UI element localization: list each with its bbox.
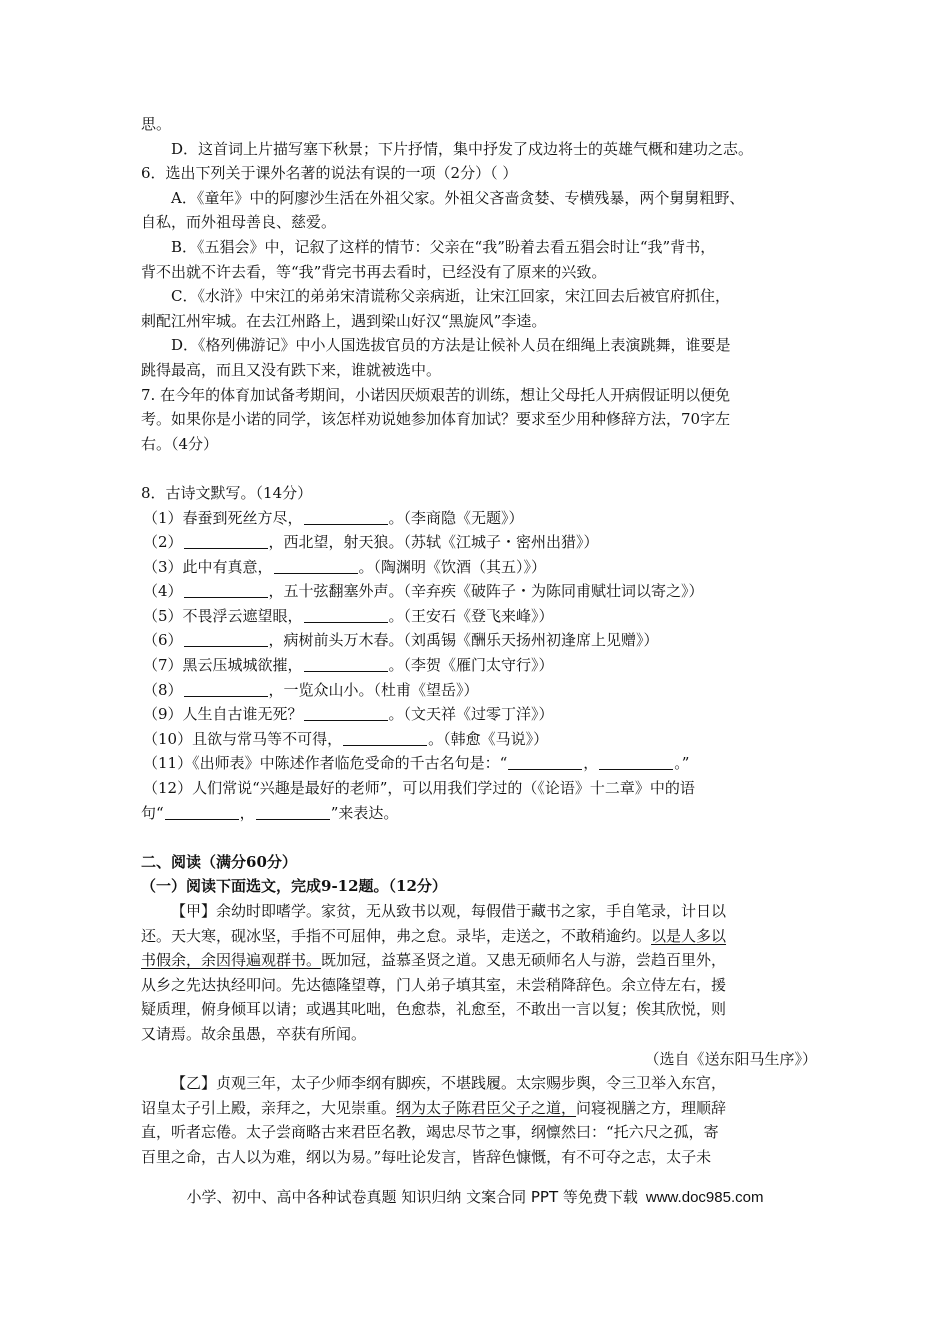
passage-yi-line: 百里之命，古人以为难，纲以为易。”每吐论发言，皆辞色慷慨，有不可夺之志，太子未 [141,1147,712,1166]
passage-yi-line: 【乙】贞观三年，太子少师李纲有脚疾，不堪践履。太宗赐步舆，令三卫举入东宫， [171,1074,727,1093]
question-7-line: 7. 在今年的体育加试备考期间，小诺因厌烦艰苦的训练，想让父母托人开病假证明以便免 [141,385,731,404]
q6-option-d: D．《格列佛游记》中小人国选拔官员的方法是让候补人员在细绳上表演跳舞，谁要是 [171,336,731,355]
question-8-stem: 8．古诗文默写。（14分） [141,483,313,502]
q8-item-8: （8） ，一览众山小。（杜甫《望岳》） [143,680,479,699]
answer-blank[interactable] [184,631,268,647]
passage-jia-line: 从乡之先达执经叩问。先达德隆望尊，门人弟子填其室，未尝稍降辞色。余立侍左右，援 [141,975,727,994]
question-7-line: 右。（4分） [141,434,219,453]
q8-item-4: （4） ，五十弦翻塞外声。（辛弃疾《破阵子・为陈同甫赋壮词以寄之》） [143,582,704,601]
q8-item-2: （2） ，西北望，射天狼。（苏轼《江城子・密州出猎》） [143,533,599,552]
q8-item-10: （10）且欲与常马等不可得， 。（韩愈《马说》） [143,729,549,748]
question-6-stem: 6．选出下列关于课外名著的说法有误的一项（2分）（ ） [141,164,518,183]
answer-blank[interactable] [343,730,427,746]
question-7-line: 考。如果你是小诺的同学，该怎样劝说她参加体育加试？要求至少用种修辞方法，70字左 [141,410,731,429]
underlined-sentence: 以是人多以 [651,926,727,945]
passage-jia-line: 又请焉。故余虽愚，卒获有所闻。 [141,1024,367,1043]
underlined-sentence: 纲为太子陈君臣父子之道， [396,1098,577,1117]
q6-option-b: B．《五猖会》中，记叙了这样的情节：父亲在“我”盼着去看五猖会时让“我”背书， [171,237,716,256]
option-d-line: D．这首词上片描写塞下秋景；下片抒情，集中抒发了戍边将士的英雄气概和建功之志。 [171,139,754,158]
q8-item-6: （6） ，病树前头万木春。（刘禹锡《酬乐天扬州初逢席上见赠》） [143,631,659,650]
section-heading: 二、阅读（满分60分） [141,852,297,871]
q6-option-b-cont: 背不出就不许去看，等“我”背完书再去看时，已经没有了原来的兴致。 [141,262,607,281]
exam-page [141,112,821,1170]
passage-source: （选自《送东阳马生序》） [644,1049,817,1068]
answer-blank[interactable] [304,607,388,623]
passage-jia-line: 疑质理，俯身倾耳以请；或遇其叱咄，色愈恭，礼愈至，不敢出一言以复；俟其欣悦，则 [141,1000,727,1019]
q8-item-7: （7）黑云压城城欲摧， 。（李贺《雁门太守行》） [143,656,554,675]
answer-blank[interactable] [184,582,268,598]
footer-text: 小学、初中、高中各种试卷真题 知识归纳 文案合同 PPT 等免费下载 [186,1188,638,1206]
underlined-sentence: 书假余，余因得遍观群书。 [141,951,322,970]
answer-blank[interactable] [165,804,239,820]
q8-item-12: （12）人们常说“兴趣是最好的老师”，可以用我们学过的（《论语》十二章》中的语 [143,779,695,798]
answer-blank[interactable] [304,705,388,721]
text-line: 思。 [141,115,172,133]
q8-item-11: （11）《出师表》中陈述作者临危受命的千古名句是：“ ， 。” [143,754,690,773]
passage-jia-line: 还。天大寒，砚冰坚，手指不可屈伸，弗之怠。录毕，走送之，不敢稍逾约。以是人多以 [141,926,727,945]
q6-option-a: A．《童年》中的阿廖沙生活在外祖父家。外祖父吝啬贪婪、专横残暴，两个舅舅粗野、 [171,188,745,207]
answer-blank[interactable] [256,804,330,820]
q6-option-c: C．《水浒》中宋江的弟弟宋清谎称父亲病逝，让宋江回家，宋江回去后被官府抓住， [171,287,730,306]
q8-item-9: （9）人生自古谁无死？ 。（文天祥《过零丁洋》） [143,705,554,724]
q8-item-12-cont: 句“ ， ”来表达。 [141,803,399,822]
passage-jia-line: 书假余，余因得遍观群书。既加冠，益慕圣贤之道。又患无硕师名人与游，尝趋百里外， [141,951,727,970]
answer-blank[interactable] [304,656,388,672]
answer-blank[interactable] [599,754,673,770]
answer-blank[interactable] [508,754,582,770]
q8-item-1: （1）春蚕到死丝方尽， 。（李商隐《无题》） [143,508,524,527]
passage-yi-line: 直，听者忘倦。太子尝商略古来君臣名教，竭忠尽节之事，纲懔然曰：“托六尺之孤，寄 [141,1123,719,1142]
q8-item-3: （3）此中有真意， 。（陶渊明《饮酒（其五）》） [143,557,547,576]
answer-blank[interactable] [304,509,388,525]
answer-blank[interactable] [184,533,268,549]
q6-option-d-cont: 跳得最高，而且又没有跌下来，谁就被选中。 [141,360,442,379]
q8-item-5: （5）不畏浮云遮望眼， 。（王安石《登飞来峰》） [143,606,554,625]
subsection-heading: （一）阅读下面选文，完成9-12题。（12分） [141,877,447,896]
answer-blank[interactable] [184,681,268,697]
q6-option-c-cont: 刺配江州牢城。在去江州路上，遇到梁山好汉“黑旋风”李逵。 [141,311,547,330]
footer-url[interactable]: www.doc985.com [645,1189,764,1206]
passage-yi-line: 诏皇太子引上殿，亲拜之，大见崇重。纲为太子陈君臣父子之道，问寝视膳之方，理顺辞 [141,1098,727,1117]
answer-blank[interactable] [274,558,358,574]
passage-jia-line: 【甲】余幼时即嗜学。家贫，无从致书以观，每假借于藏书之家，手自笔录，计日以 [171,902,727,920]
page-footer [0,1186,950,1207]
q6-option-a-cont: 自私，而外祖母善良、慈爱。 [141,213,337,232]
